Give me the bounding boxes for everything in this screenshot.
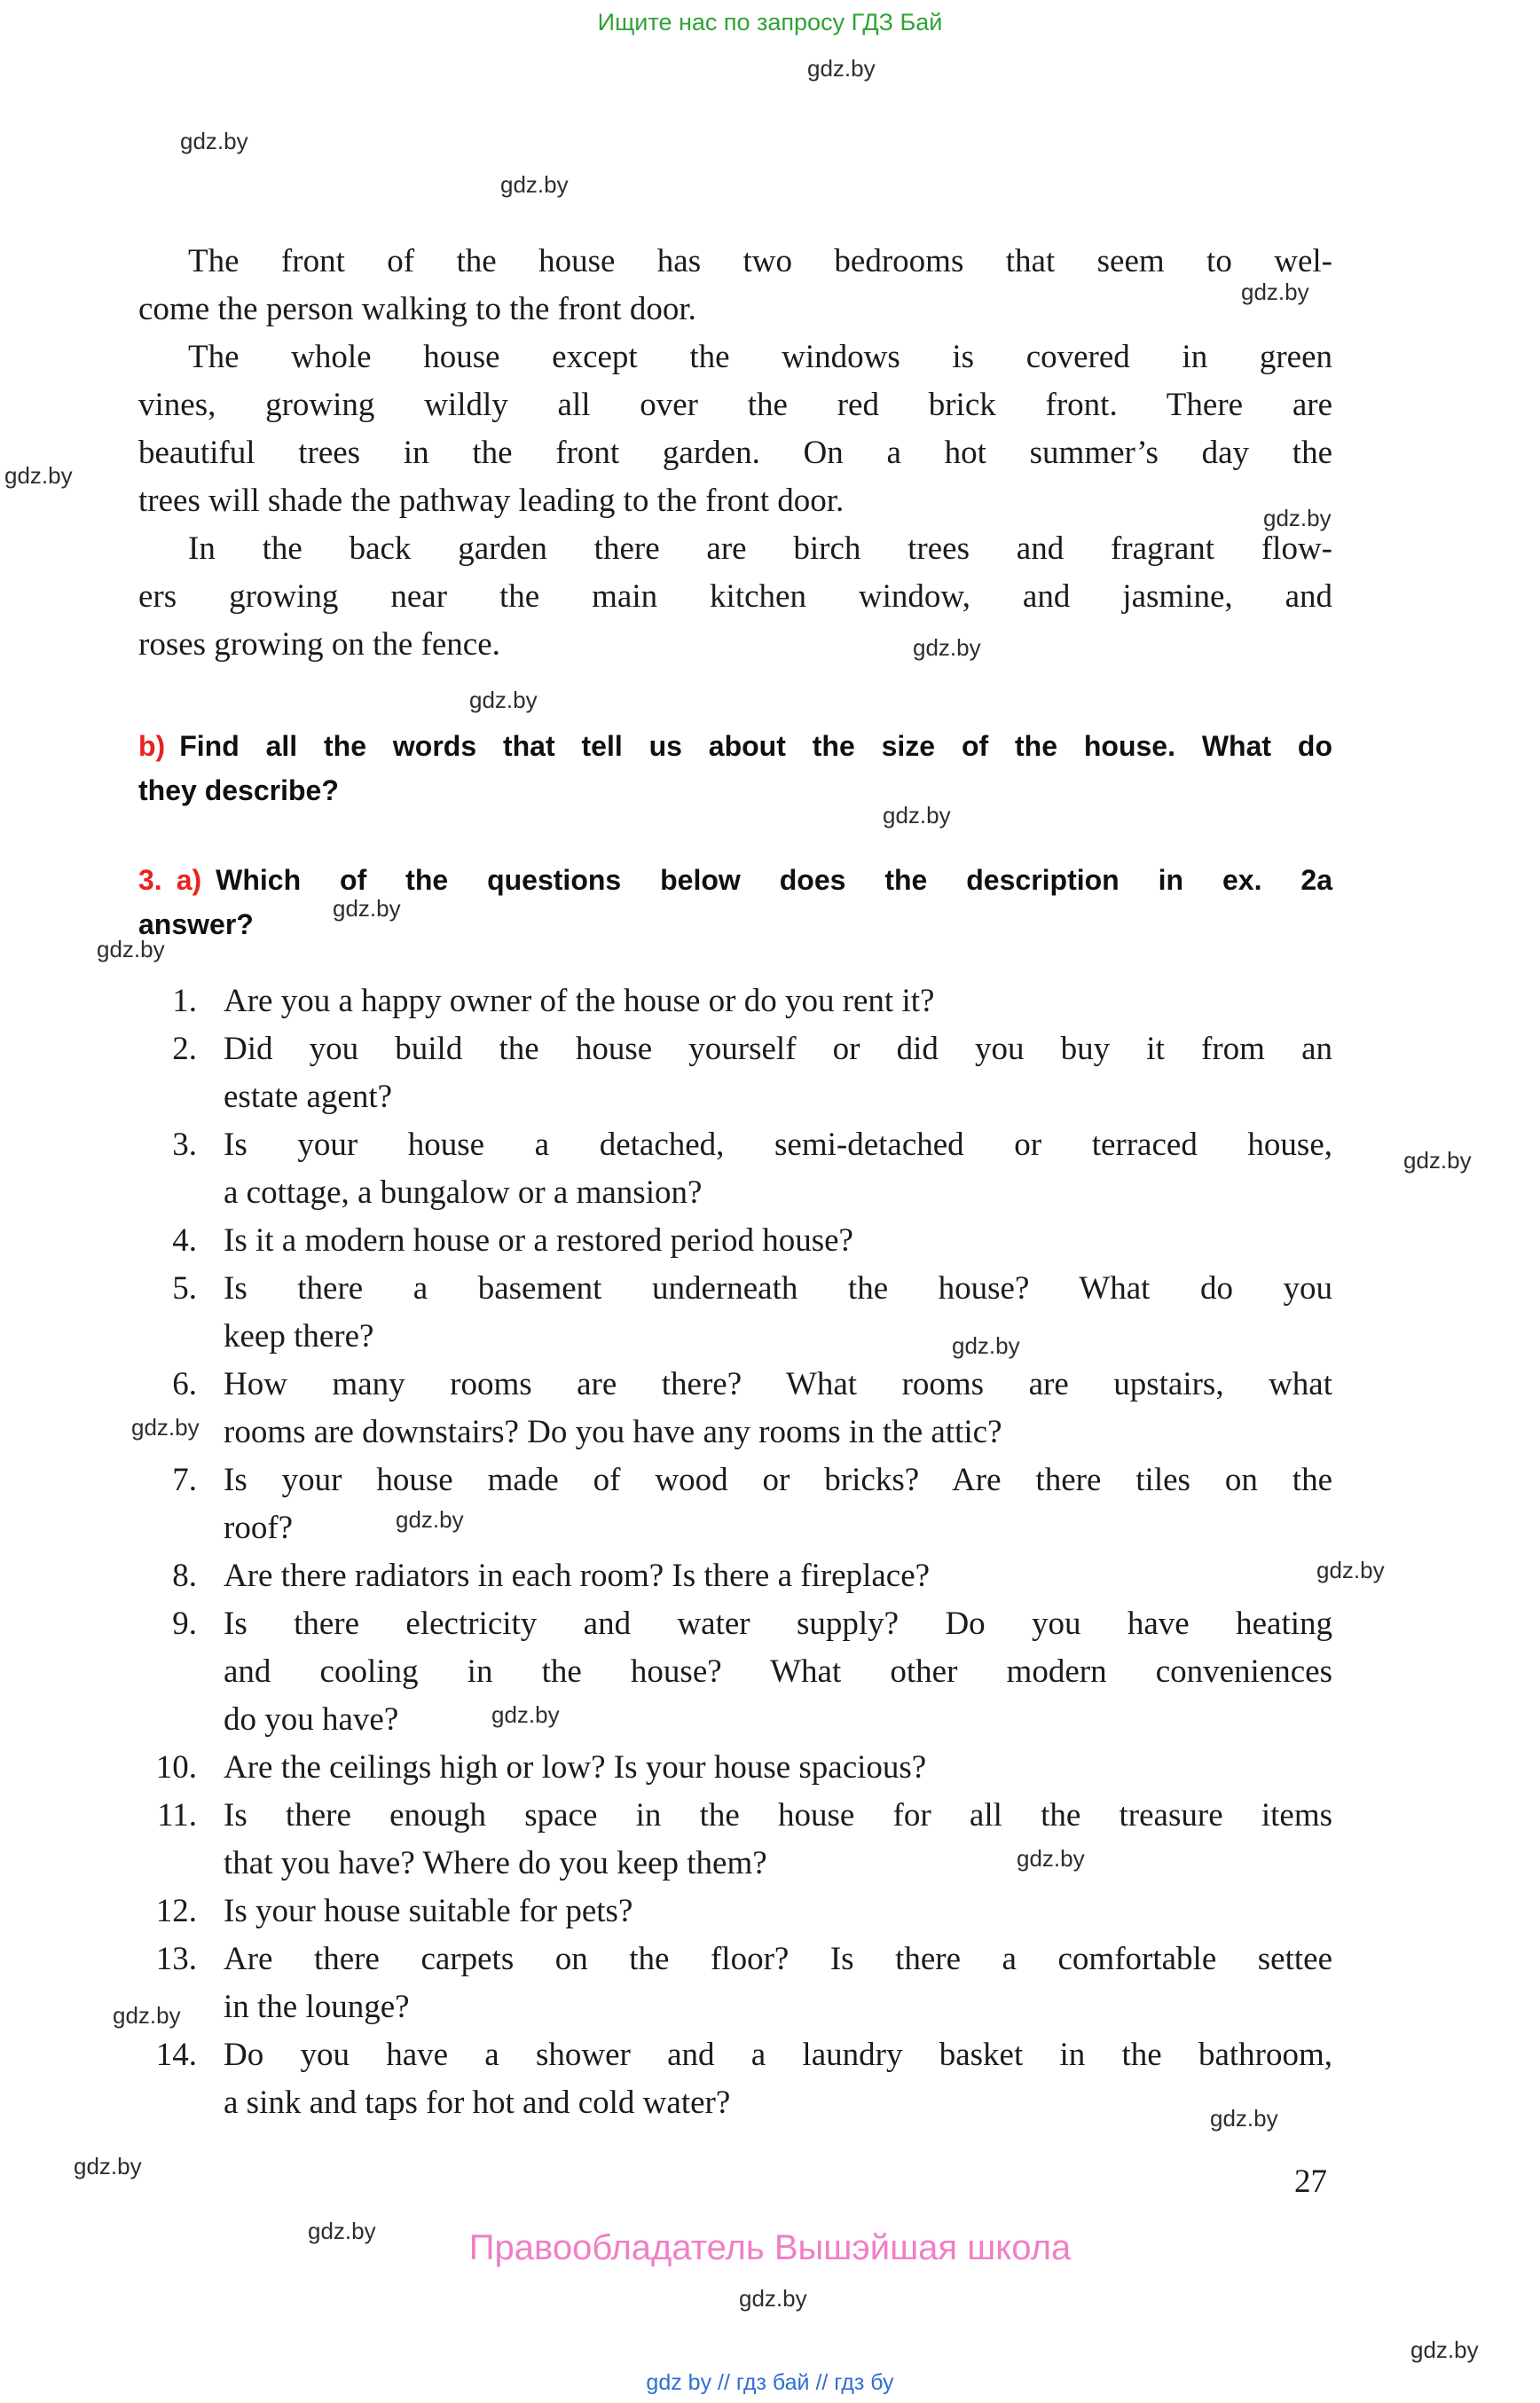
task-3-number: 3. — [138, 864, 162, 896]
question-line: Is there electricity and water supply? Do you have heating — [224, 1606, 1332, 1642]
gdz-watermark: gdz.by — [1241, 279, 1309, 305]
question-line: How many rooms are there? What rooms are upstairs, what — [224, 1366, 1332, 1402]
task-2b-line2: they describe? — [138, 774, 339, 806]
paragraph-line: ers growing near the main kitchen window, and jasmine, and — [138, 578, 1332, 615]
question-item — [138, 2031, 1332, 2127]
question-line: Is there enough space in the house for all the treasure items — [224, 1797, 1332, 1834]
question-item — [138, 1792, 1332, 1888]
question-line: estate agent? — [224, 1079, 393, 1115]
question-text — [224, 1217, 1332, 1265]
question-line: do you have? — [224, 1701, 399, 1738]
paragraph-line: The front of the house has two bedrooms that seem to wel- — [188, 243, 1332, 279]
question-number: 4. — [172, 1222, 197, 1259]
question-line: Are there carpets on the floor? Is there a comfortable settee — [224, 1941, 1332, 1977]
gdz-watermark: gdz.by — [739, 2285, 807, 2312]
gdz-watermark: gdz.by — [131, 1414, 200, 1441]
paragraph-line: come the person walking to the front door. — [138, 291, 696, 327]
task-2b-heading — [138, 724, 1332, 813]
question-text — [224, 1792, 1332, 1888]
question-item — [138, 1265, 1332, 1361]
question-line: Are there radiators in each room? Is there a fireplace? — [224, 1558, 931, 1594]
question-number: 10. — [155, 1749, 197, 1786]
task-3a-text: Which of the questions below does the description in ex. 2a — [216, 864, 1332, 896]
question-text — [224, 2031, 1332, 2127]
question-item — [138, 1457, 1332, 1552]
question-list — [138, 978, 1332, 2127]
question-item — [138, 1361, 1332, 1457]
promo-banner-text: Ищите нас по запросу ГДЗ Бай — [597, 9, 943, 35]
gdz-watermark: gdz.by — [1210, 2105, 1278, 2132]
question-item — [138, 1744, 1332, 1792]
question-text — [224, 1121, 1332, 1217]
gdz-watermark: gdz.by — [97, 936, 165, 962]
question-number: 12. — [155, 1893, 197, 1929]
gdz-watermark: gdz.by — [1263, 505, 1332, 531]
question-line: Is it a modern house or a restored period house? — [224, 1222, 853, 1259]
question-number: 9. — [172, 1606, 197, 1642]
question-line: Is your house made of wood or bricks? Are there tiles on the — [224, 1462, 1332, 1498]
question-line: a sink and taps for hot and cold water? — [224, 2085, 731, 2121]
footer-link[interactable]: гдз бай — [735, 2370, 810, 2395]
question-line: rooms are downstairs? Do you have any rooms in the attic? — [224, 1414, 1002, 1450]
question-number: 5. — [172, 1270, 197, 1307]
task-3a-heading — [138, 858, 1332, 946]
gdz-watermark: gdz.by — [1403, 1147, 1472, 1174]
copyright-line: Правообладатель Вышэйшая школа — [468, 2228, 1072, 2267]
question-item — [138, 1025, 1332, 1121]
question-text — [224, 1025, 1332, 1121]
gdz-watermark: gdz.by — [74, 2153, 142, 2179]
footer-links — [0, 2370, 1540, 2396]
task-2b-line1 — [138, 724, 1332, 768]
question-text — [224, 1361, 1332, 1457]
question-text — [224, 1936, 1332, 2031]
gdz-watermark: gdz.by — [308, 2218, 376, 2244]
question-line: Is there a basement underneath the house? What do you — [224, 1270, 1332, 1307]
gdz-watermark: gdz.by — [469, 687, 538, 713]
gdz-watermark: gdz.by — [1316, 1557, 1385, 1583]
paragraph-line: In the back garden there are birch trees and fragrant flow- — [188, 530, 1332, 567]
question-text — [224, 1744, 1332, 1792]
question-item — [138, 1217, 1332, 1265]
question-item — [138, 1888, 1332, 1936]
footer-link[interactable]: гдз бу — [834, 2370, 894, 2395]
gdz-watermark: gdz.by — [396, 1506, 464, 1533]
question-line: a cottage, a bungalow or a mansion? — [224, 1174, 703, 1211]
gdz-watermark: gdz.by — [913, 634, 981, 661]
description-paragraphs — [138, 238, 1332, 669]
question-text — [224, 1888, 1332, 1936]
question-number: 13. — [155, 1941, 197, 1977]
gdz-watermark: gdz.by — [4, 462, 73, 489]
gdz-watermark: gdz.by — [180, 128, 248, 154]
question-item — [138, 1552, 1332, 1600]
gdz-watermark: gdz.by — [113, 2002, 181, 2029]
gdz-watermark: gdz.by — [1017, 1845, 1085, 1872]
question-line: Are the ceilings high or low? Is your house spacious? — [224, 1749, 927, 1786]
question-line: Did you build the house yourself or did you buy it from an — [224, 1031, 1332, 1067]
question-number: 1. — [172, 983, 197, 1019]
question-text — [224, 1552, 1332, 1600]
question-item — [138, 1936, 1332, 2031]
question-line: and cooling in the house? What other modern conveniences — [224, 1653, 1332, 1690]
question-line: Is your house suitable for pets? — [224, 1893, 633, 1929]
page-content — [138, 238, 1332, 2127]
paragraph-line: trees will shade the pathway leading to the front door. — [138, 483, 845, 519]
gdz-watermark: gdz.by — [491, 1701, 560, 1728]
question-line: in the lounge? — [224, 1989, 410, 2025]
question-number: 3. — [172, 1127, 197, 1163]
question-item — [138, 978, 1332, 1025]
task-2b-text: Find all the words that tell us about the size of the house. What do — [179, 730, 1332, 762]
paragraph — [138, 334, 1332, 525]
question-number: 7. — [172, 1462, 197, 1498]
question-number: 14. — [155, 2037, 197, 2073]
question-text — [224, 1600, 1332, 1744]
task-3a-label: a) — [176, 864, 202, 896]
paragraph-line: roses growing on the fence. — [138, 626, 500, 663]
gdz-watermark: gdz.by — [1410, 2336, 1479, 2363]
gdz-watermark: gdz.by — [952, 1332, 1020, 1359]
task-2b-label: b) — [138, 730, 166, 762]
question-number: 11. — [157, 1797, 197, 1834]
question-line: Are you a happy owner of the house or do you rent it? — [224, 983, 935, 1019]
question-line: Do you have a shower and a laundry basket in the bathroom, — [224, 2037, 1332, 2073]
paragraph-line: The whole house except the windows is covered in green — [188, 339, 1332, 375]
paragraph — [138, 525, 1332, 669]
footer-separator: // — [711, 2370, 736, 2395]
question-number: 2. — [172, 1031, 197, 1067]
question-item — [138, 1121, 1332, 1217]
task-3a-line1 — [138, 858, 1332, 902]
question-item — [138, 1600, 1332, 1744]
question-number: 6. — [172, 1366, 197, 1402]
question-text — [224, 1265, 1332, 1361]
footer-separator: // — [809, 2370, 835, 2395]
question-line: that you have? Where do you keep them? — [224, 1845, 767, 1881]
paragraph-line: vines, growing wildly all over the red brick front. There are — [138, 387, 1332, 423]
question-line: keep there? — [224, 1318, 374, 1355]
gdz-watermark: gdz.by — [500, 171, 569, 198]
question-line: Is your house a detached, semi-detached or terraced house, — [224, 1127, 1332, 1163]
question-text — [224, 978, 1332, 1025]
page-number: 27 — [1294, 2163, 1327, 2200]
question-text — [224, 1457, 1332, 1552]
question-line: roof? — [224, 1510, 294, 1546]
task-3a-line2: answer? — [138, 908, 254, 940]
paragraph — [138, 238, 1332, 334]
paragraph-line: beautiful trees in the front garden. On a hot summer’s day the — [138, 435, 1332, 471]
question-number: 8. — [172, 1558, 197, 1594]
gdz-watermark: gdz.by — [883, 802, 951, 828]
gdz-watermark: gdz.by — [807, 55, 876, 82]
footer-link[interactable]: gdz by — [646, 2370, 712, 2395]
gdz-watermark: gdz.by — [333, 895, 401, 922]
